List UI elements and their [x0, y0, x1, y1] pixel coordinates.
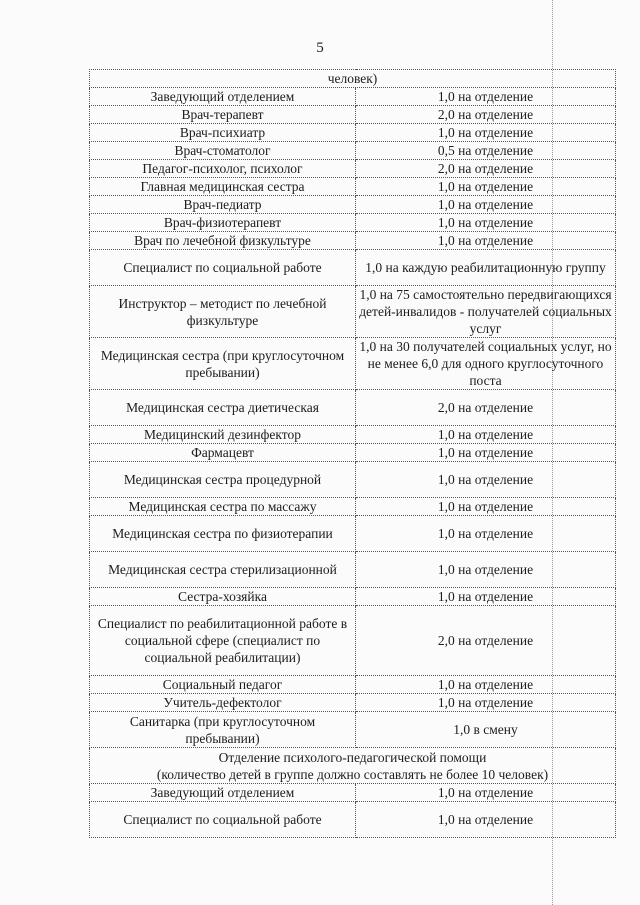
- norm-cell: 1,0 на отделение: [356, 498, 616, 516]
- section-note: (количество детей в группе должно составлять не более 10 человек): [156, 766, 549, 782]
- position-cell: Врач-физиотерапевт: [90, 214, 356, 232]
- position-cell: Сестра-хозяйка: [90, 588, 356, 606]
- norm-cell: 1,0 на 75 самостоятельно передвигающихся детей-инвалидов - получателей социальных услуг: [356, 286, 616, 338]
- position-cell: Медицинский дезинфектор: [90, 426, 356, 444]
- position-cell: Медицинская сестра по массажу: [90, 498, 356, 516]
- norm-cell: 1,0 в смену: [356, 712, 616, 748]
- table-row: [90, 588, 616, 606]
- norm-cell: 1,0 на отделение: [356, 802, 616, 838]
- norm-cell: 1,0 на отделение: [356, 214, 616, 232]
- norm-cell: 1,0 на отделение: [356, 88, 616, 106]
- position-cell: Фармацевт: [90, 444, 356, 462]
- table-row: [90, 286, 616, 338]
- table-row: [90, 552, 616, 588]
- table-row: [90, 124, 616, 142]
- table-row: [90, 142, 616, 160]
- table-row: [90, 232, 616, 250]
- norm-cell: 1,0 на отделение: [356, 784, 616, 802]
- norm-cell: 1,0 на каждую реабилитационную группу: [356, 250, 616, 286]
- norm-cell: 1,0 на отделение: [356, 552, 616, 588]
- norm-cell: 1,0 на отделение: [356, 444, 616, 462]
- table-row: [90, 712, 616, 748]
- section-title: Отделение психолого-педагогической помощи: [218, 749, 487, 765]
- table-row: [90, 160, 616, 178]
- position-cell: Врач-педиатр: [90, 196, 356, 214]
- norm-cell: 0,5 на отделение: [356, 142, 616, 160]
- table-row: [90, 516, 616, 552]
- norm-cell: 1,0 на отделение: [356, 462, 616, 498]
- table-row: [90, 606, 616, 676]
- position-cell: Врач по лечебной физкультуре: [90, 232, 356, 250]
- position-cell: Медицинская сестра процедурной: [90, 462, 356, 498]
- position-cell: Медицинская сестра по физиотерапии: [90, 516, 356, 552]
- position-cell: Врач-терапевт: [90, 106, 356, 124]
- table-row: [90, 178, 616, 196]
- table-row: [90, 444, 616, 462]
- position-cell: Медицинская сестра (при круглосуточном пребывании): [90, 338, 356, 390]
- norm-cell: 1,0 на 30 получателей социальных услуг, но не менее 6,0 для одного круглосуточного поста: [356, 338, 616, 390]
- norm-cell: 1,0 на отделение: [356, 196, 616, 214]
- position-cell: Инструктор – методист по лечебной физкультуре: [90, 286, 356, 338]
- norm-cell: 1,0 на отделение: [356, 676, 616, 694]
- norm-cell: 2,0 на отделение: [356, 106, 616, 124]
- norm-cell: 1,0 на отделение: [356, 426, 616, 444]
- table-row: [90, 462, 616, 498]
- header-tail: человек): [90, 70, 616, 88]
- norm-cell: 1,0 на отделение: [356, 232, 616, 250]
- norm-cell: 2,0 на отделение: [356, 160, 616, 178]
- norm-cell: 1,0 на отделение: [356, 178, 616, 196]
- table-row: [90, 802, 616, 838]
- table-row: [90, 338, 616, 390]
- position-cell: Санитарка (при круглосуточном пребывании): [90, 712, 356, 748]
- table-row: [90, 106, 616, 124]
- staffing-table: [89, 69, 616, 838]
- table-row: [90, 694, 616, 712]
- position-cell: Социальный педагог: [90, 676, 356, 694]
- section-header: [90, 748, 616, 784]
- table-row: [90, 250, 616, 286]
- position-cell: Медицинская сестра стерилизационной: [90, 552, 356, 588]
- table-row: [90, 498, 616, 516]
- position-cell: Врач-психиатр: [90, 124, 356, 142]
- table-row: [90, 214, 616, 232]
- norm-cell: 2,0 на отделение: [356, 390, 616, 426]
- position-cell: Врач-стоматолог: [90, 142, 356, 160]
- position-cell: Заведующий отделением: [90, 784, 356, 802]
- norm-cell: 1,0 на отделение: [356, 694, 616, 712]
- page-number: 5: [316, 40, 324, 56]
- position-cell: Учитель-дефектолог: [90, 694, 356, 712]
- section-header-row: [90, 748, 616, 784]
- position-cell: Специалист по социальной работе: [90, 802, 356, 838]
- header-continuation-row: [90, 70, 616, 88]
- position-cell: Главная медицинская сестра: [90, 178, 356, 196]
- position-cell: Медицинская сестра диетическая: [90, 390, 356, 426]
- position-cell: Специалист по реабилитационной работе в социальной сфере (специалист по социальной реабилитации): [90, 606, 356, 676]
- norm-cell: 1,0 на отделение: [356, 588, 616, 606]
- table-row: [90, 784, 616, 802]
- norm-cell: 1,0 на отделение: [356, 516, 616, 552]
- table-row: [90, 196, 616, 214]
- table-row: [90, 390, 616, 426]
- table-row: [90, 676, 616, 694]
- norm-cell: 2,0 на отделение: [356, 606, 616, 676]
- position-cell: Специалист по социальной работе: [90, 250, 356, 286]
- table-row: [90, 88, 616, 106]
- position-cell: Педагог-психолог, психолог: [90, 160, 356, 178]
- norm-cell: 1,0 на отделение: [356, 124, 616, 142]
- position-cell: Заведующий отделением: [90, 88, 356, 106]
- table-row: [90, 426, 616, 444]
